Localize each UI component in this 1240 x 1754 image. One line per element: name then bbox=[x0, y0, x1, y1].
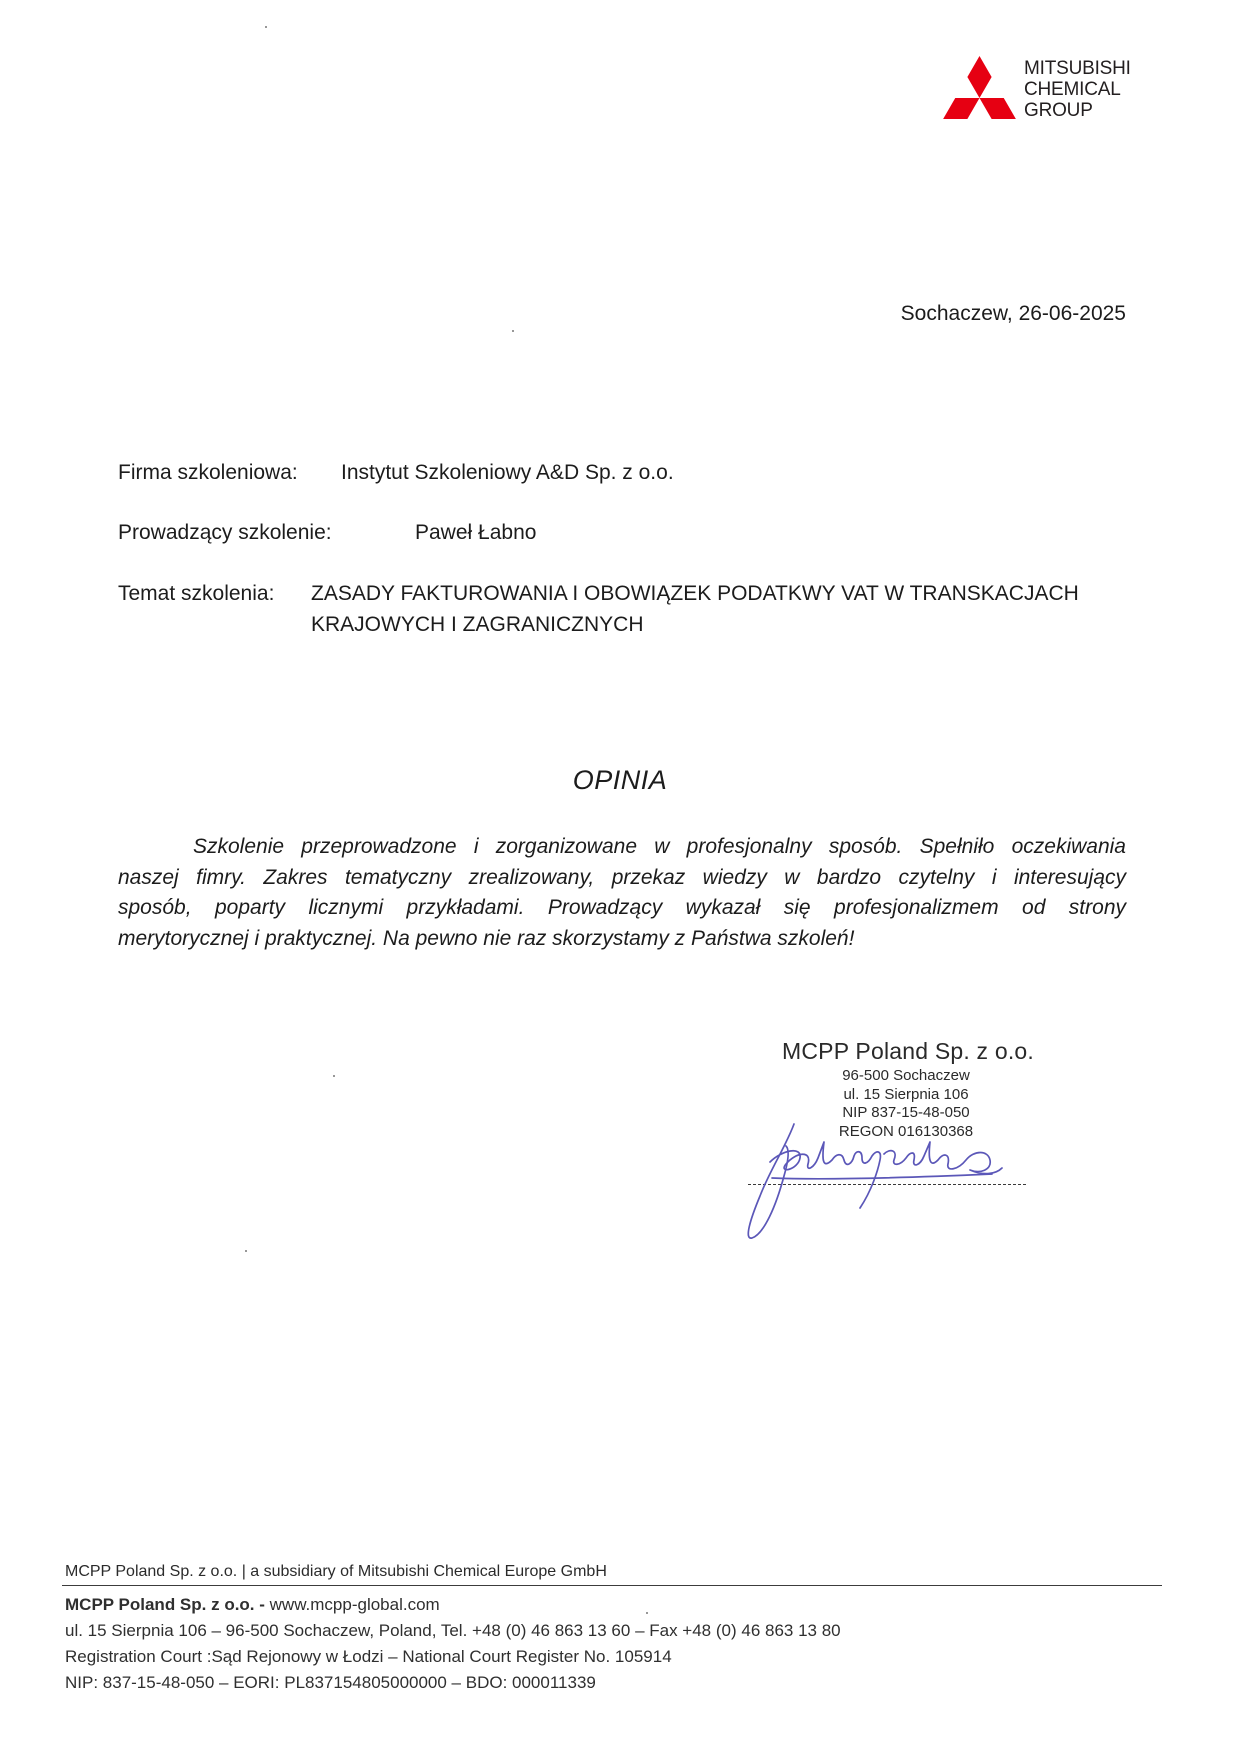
footer-ids: NIP: 837-15-48-050 – EORI: PL837154805000000 – BDO: 000011339 bbox=[65, 1673, 596, 1692]
scan-speck bbox=[245, 1250, 247, 1252]
signature-strokes bbox=[748, 1124, 1002, 1238]
stamp-company-name: MCPP Poland Sp. z o.o. bbox=[782, 1038, 1034, 1064]
stamp-line: NIP 837-15-48-050 bbox=[842, 1104, 970, 1121]
handwritten-signature bbox=[742, 1120, 1004, 1245]
logo-line-2: CHEMICAL bbox=[1024, 79, 1121, 100]
opinion-line: merytorycznej i praktycznej. Na pewno nie raz skorzystamy z Państwa szkoleń! bbox=[118, 926, 855, 950]
footer-subsidiary-note: MCPP Poland Sp. z o.o. | a subsidiary of Mitsubishi Chemical Europe GmbH bbox=[65, 1563, 607, 1580]
stamp-line: REGON 016130368 bbox=[838, 1122, 974, 1140]
footer-address: ul. 15 Sierpnia 106 – 96-500 Sochaczew, Poland, Tel. +48 (0) 46 863 13 60 – Fax +48 (0) 46 863 13 80 bbox=[65, 1621, 841, 1640]
opinion-paragraph bbox=[118, 832, 1126, 954]
logo-line-3: GROUP bbox=[1024, 100, 1093, 121]
footer-company-name: MCPP Poland Sp. z o.o. - bbox=[65, 1595, 265, 1614]
opinion-line: Szkolenie przeprowadzone i zorganizowane w profesjonalny sposób. Spełniło oczekiwania bbox=[193, 835, 1126, 858]
opinion-line: sposób, poparty licznymi przykładami. Prowadzący wykazał się profesjonalizmem od strony bbox=[118, 896, 1126, 919]
logo-wordmark bbox=[1024, 58, 1131, 121]
footer-divider bbox=[62, 1585, 1162, 1586]
topic-value-line-1: ZASADY FAKTUROWANIA I OBOWIĄZEK PODATKWY VAT W TRANSKACJACH bbox=[311, 582, 1079, 605]
opinion-heading: OPINIA bbox=[572, 765, 668, 795]
footer-company-line bbox=[65, 1592, 841, 1618]
opinion-line: naszej fimry. Zakres tematyczny zrealizowany, przekaz wiedzy w bardzo czytelny i interesujący bbox=[118, 865, 1126, 889]
topic-label: Temat szkolenia: bbox=[118, 582, 275, 605]
scan-speck bbox=[265, 26, 267, 28]
mitsubishi-diamonds-icon bbox=[943, 56, 1016, 119]
logo-top-diamond bbox=[967, 56, 991, 98]
footer-website: www.mcpp-global.com bbox=[264, 1595, 440, 1614]
logo-left-diamond bbox=[943, 98, 979, 119]
scan-speck bbox=[333, 1075, 335, 1077]
trainer-value: Paweł Łabno bbox=[415, 521, 537, 544]
trainer-label: Prowadzący szkolenie: bbox=[118, 521, 332, 544]
company-label: Firma szkoleniowa: bbox=[118, 461, 298, 484]
stamp-line: ul. 15 Sierpnia 106 bbox=[843, 1085, 969, 1103]
footer-registration: Registration Court :Sąd Rejonowy w Łodzi – National Court Register No. 105914 bbox=[65, 1647, 672, 1666]
topic-value-line-2: KRAJOWYCH I ZAGRANICZNYCH bbox=[311, 613, 644, 636]
letter-date: Sochaczew, 26-06-2025 bbox=[900, 302, 1126, 325]
logo-line-1: MITSUBISHI bbox=[1024, 58, 1131, 79]
scan-speck bbox=[512, 330, 514, 332]
footer-contact bbox=[65, 1592, 841, 1696]
stamp-line: 96-500 Sochaczew bbox=[842, 1067, 970, 1084]
logo-right-diamond bbox=[980, 98, 1016, 119]
company-value: Instytut Szkoleniowy A&D Sp. z o.o. bbox=[341, 461, 674, 484]
